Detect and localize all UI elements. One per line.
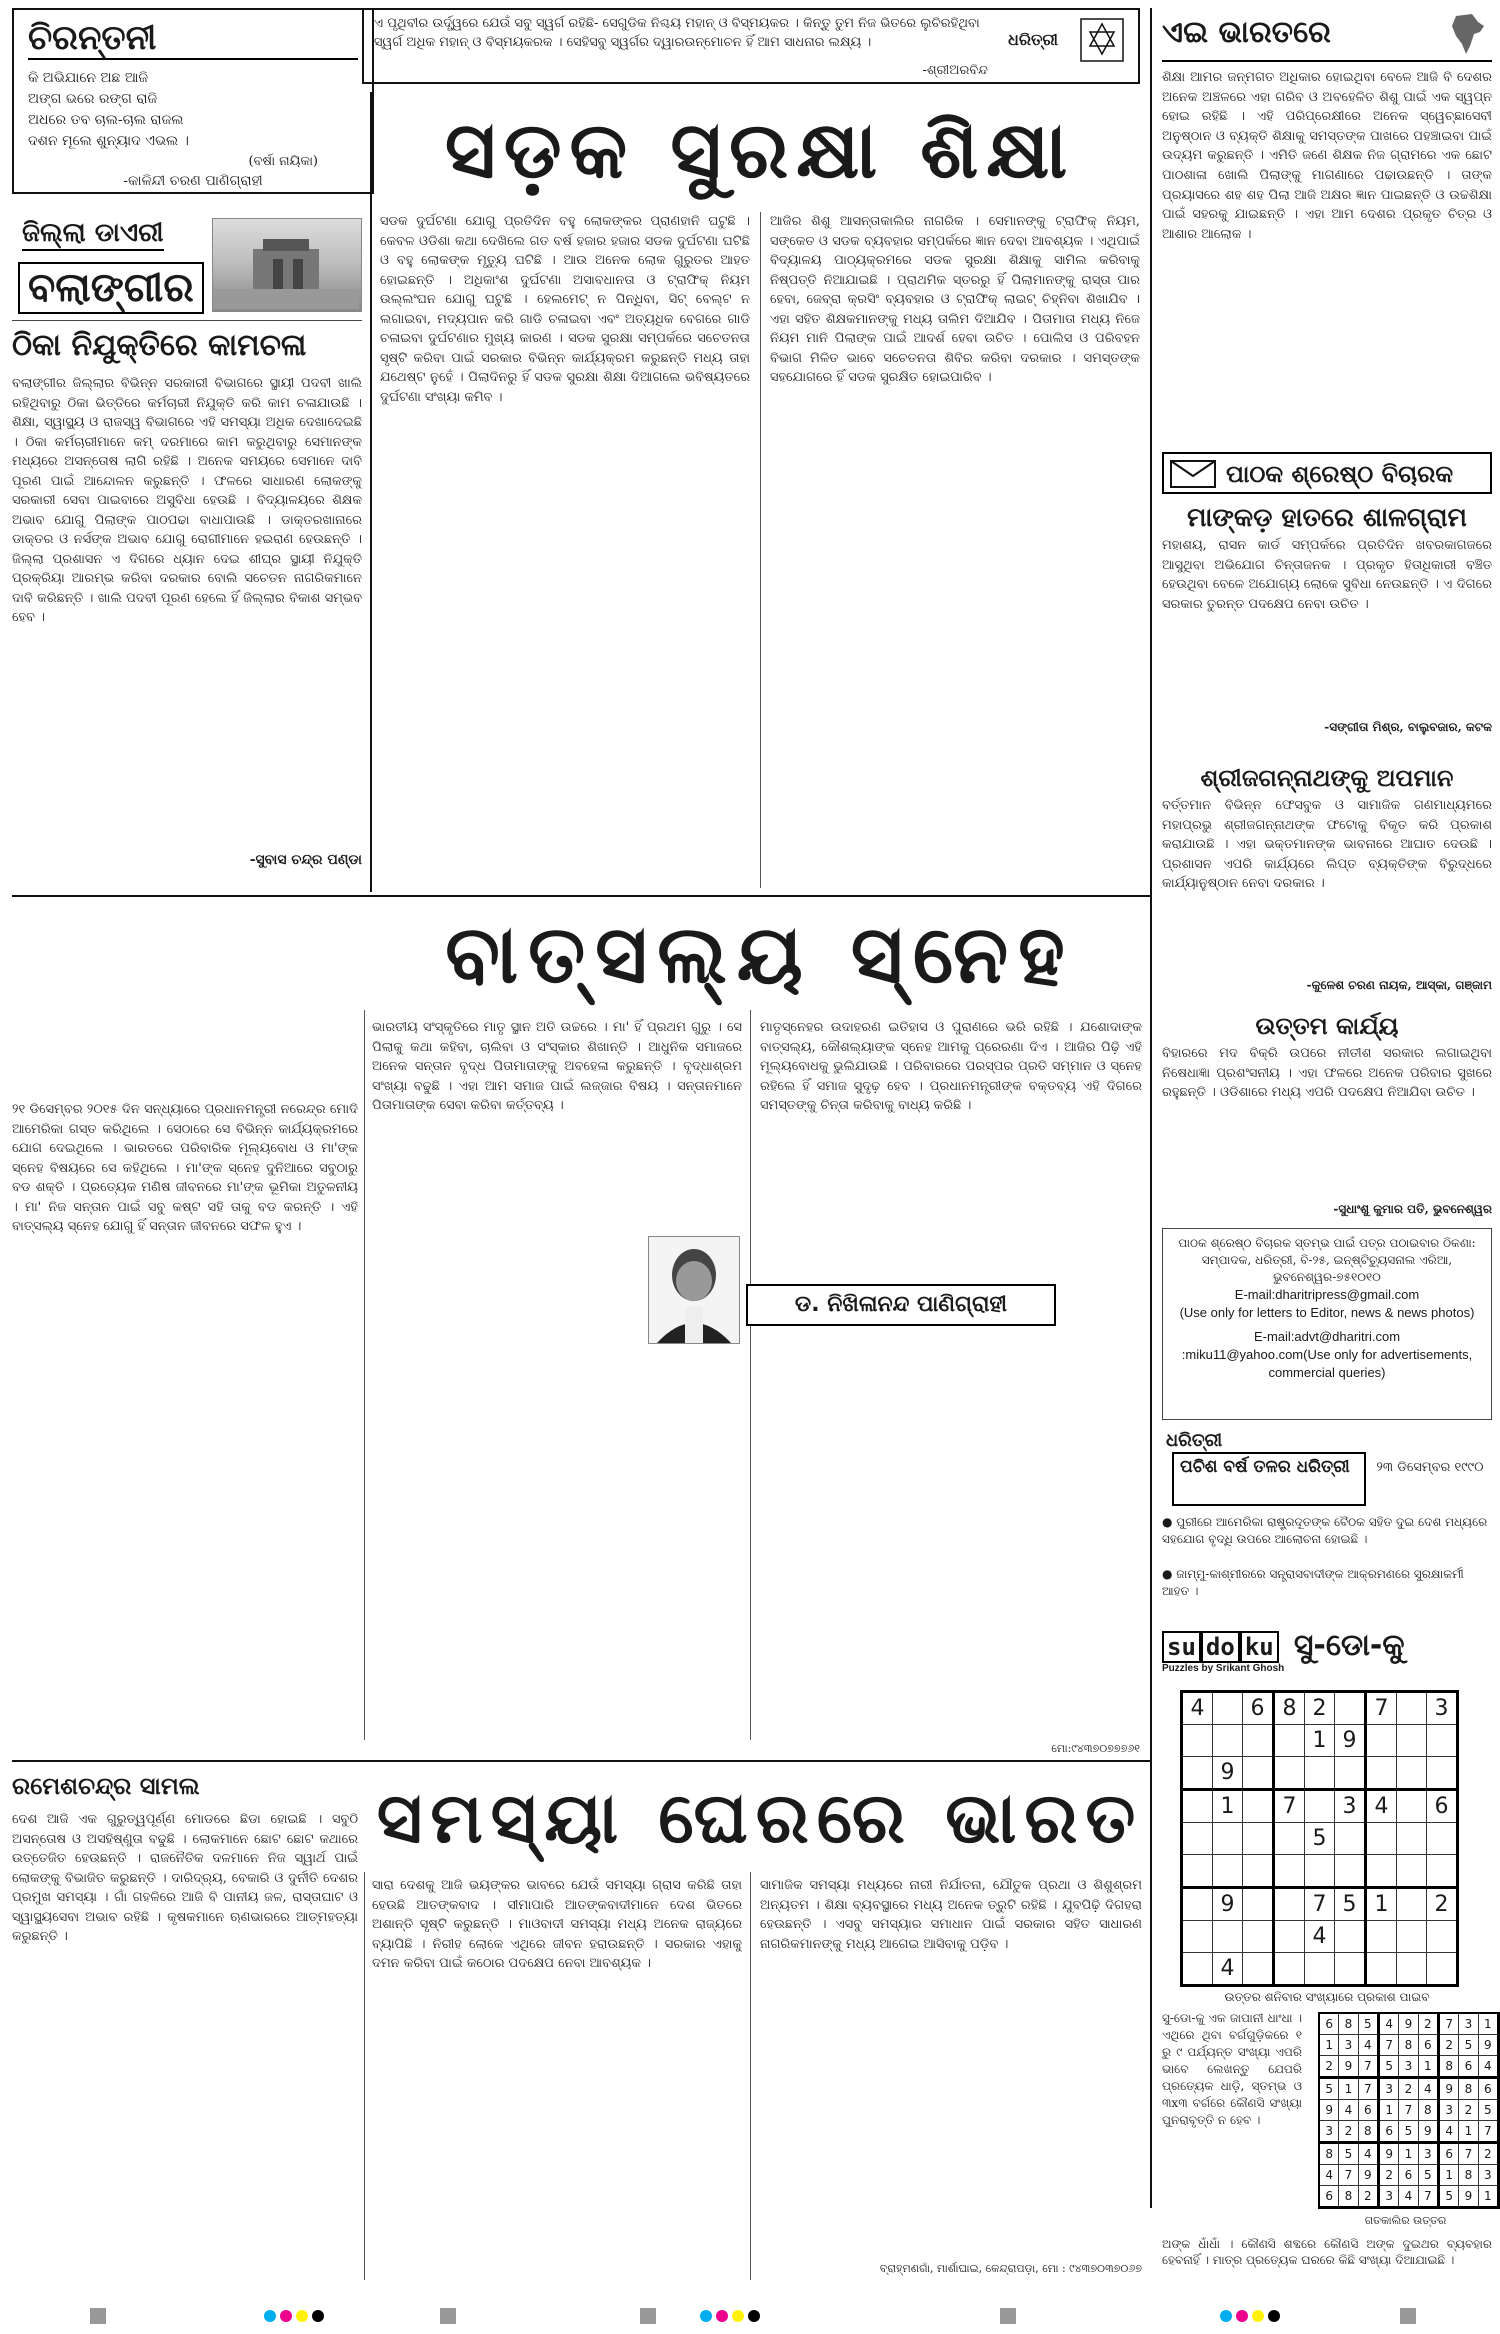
masthead-body: ଶିକ୍ଷା ଆମର ଜନ୍ମଗତ ଅଧିକାର ହୋଇଥିବା ବେଳେ ଆଜି ବି ଦେଶର ଅନେକ ଅଞ୍ଚଳରେ ଏହା ଗରିବ ଓ ଅବହେଳିତ ଶିଶୁ ପାଇଁ ଏକ ସ୍ୱପ୍ନ ହୋଇ ରହିଛି । ଏହି ପରିପ୍ରେକ୍ଷୀରେ ଅନେକ ସ୍ୱେଚ୍ଛାସେବୀ ଅନୁଷ୍ଠାନ ଓ ବ୍ୟକ୍ତି ଶିକ୍ଷାକୁ ସମସ୍ତଙ୍କ ପାଖରେ ପହଞ୍ଚାଇବା ପାଇଁ ଉଦ୍ୟମ କରୁଛନ୍ତି । ଏମିତି ଜଣେ ଶିକ୍ଷକ ନିଜ ଗ୍ରାମରେ ଏକ ଛୋଟ ପାଠଶାଳା ଖୋଲି ପିଲାଙ୍କୁ ମାଗଣାରେ ପଢାଉଛନ୍ତି । ତାଙ୍କ ପ୍ରୟାସରେ ଶହ ଶହ ପିଲା ଆଜି ଅକ୍ଷର ଜ୍ଞାନ ପାଇଛନ୍ତି ଓ ଉଚ୍ଚଶିକ୍ଷା ପାଇଁ ସହରକୁ ଯାଇଛନ୍ତି । ଏହା ଆମ ଦେଶର ପ୍ରକୃତ ଚିତ୍ର ଓ ଆଶାର ଆଲୋକ ।: [1162, 70, 1492, 242]
letter-1: [1162, 500, 1492, 758]
mail-icon: [1170, 460, 1216, 492]
middle-divider-2: [750, 1010, 751, 1740]
poem-line-3: ଅଧରେ ତବ ଚାଲ-ଚାଲ ରାଜଲ: [28, 112, 184, 128]
sudoku-solution-cell: 7: [1438, 2013, 1458, 2035]
sudoku-row: [1182, 1790, 1458, 1823]
sudoku-solution-cell: 6: [1418, 2035, 1438, 2056]
sudoku-solution-cell: 1: [1478, 2186, 1498, 2208]
section-rule-1: [12, 895, 1150, 897]
bottom-author: ରମେଶଚନ୍ଦ୍ର ସାମଲ: [12, 1772, 200, 1800]
left-story-headline: ଠିକା ନିଯୁକ୍ତିରେ କାମଚଳା: [12, 328, 307, 363]
cyan-dot-mark: [700, 2310, 712, 2322]
sudoku-cell[interactable]: [1274, 1888, 1305, 1921]
sudoku-cell[interactable]: [1305, 1790, 1335, 1823]
sudoku-cell[interactable]: [1213, 1855, 1243, 1888]
sudoku-cell[interactable]: 9: [1213, 1757, 1243, 1790]
sudoku-title-su: su: [1162, 1631, 1201, 1663]
poem-line-4: ଦଶନ ମୂଲେ ଶୁନ୍ୟାଦ ଏଭଲ ।: [28, 133, 189, 149]
sudoku-cell[interactable]: [1427, 1921, 1458, 1953]
sudoku-cell[interactable]: 2: [1427, 1888, 1458, 1921]
sudoku-solution-cell: 9: [1339, 2056, 1358, 2078]
gray-square-mark: [1000, 2308, 1016, 2324]
sudoku-solution-cell: 3: [1319, 2121, 1339, 2143]
archive-box: [1162, 1430, 1492, 1620]
sudoku-cell[interactable]: 2: [1305, 1692, 1335, 1725]
middle-feature-col-2: ଭାରତୀୟ ସଂସ୍କୃତିରେ ମାତୃ ସ୍ଥାନ ଅତି ଉଚ୍ଚରେ । ମା' ହିଁ ପ୍ରଥମ ଗୁରୁ । ସେ ପିଲାକୁ କଥା କହିବା, ଚାଲିବା ଓ ସଂସ୍କାର ଶିଖାନ୍ତି । ଆଧୁନିକ ସମାଜରେ ଅନେକ ସନ୍ତାନ ବୃଦ୍ଧ ପିତାମାତାଙ୍କୁ ଅବହେଳା କରୁଛନ୍ତି । ବୃଦ୍ଧାଶ୍ରମ ସଂଖ୍ୟା ବଢୁଛି । ଏହା ଆମ ସମାଜ ପାଇଁ ଲଜ୍ଜାର ବିଷୟ । ସନ୍ତାନମାନେ ପିତାମାତାଙ୍କ ସେବା କରିବା କର୍ତ୍ତବ୍ୟ ।: [372, 1020, 742, 1113]
bottom-divider-2: [750, 1872, 751, 2280]
sudoku-solution-cell: 1: [1478, 2013, 1498, 2035]
sudoku-cell[interactable]: [1182, 1953, 1213, 1986]
sudoku-solution-cell: 2: [1478, 2143, 1498, 2165]
sudoku-cell[interactable]: 5: [1305, 1823, 1335, 1855]
sudoku-solution-cell: 4: [1378, 2013, 1398, 2035]
sudoku-cell[interactable]: [1335, 1823, 1366, 1855]
contact-ad-note: :miku11@yahoo.com(Use only for advertisements, commercial queries): [1181, 1347, 1473, 1380]
sudoku-solution-cell: 2: [1319, 2056, 1339, 2078]
sudoku-solution-cell: 9: [1438, 2078, 1458, 2100]
yellow-dot-mark: [732, 2310, 744, 2322]
sudoku-cell[interactable]: [1274, 1953, 1305, 1986]
sudoku-solution-cell: 7: [1418, 2186, 1438, 2208]
middle-contact: ମୋ:୯୪୩୭୦୭୭୭୬୧: [1051, 1742, 1140, 1755]
sudoku-cell[interactable]: [1182, 1823, 1213, 1855]
sudoku-cell[interactable]: [1335, 1757, 1366, 1790]
sudoku-solution-cell: 3: [1438, 2100, 1458, 2121]
cyan-dot-mark: [1220, 2310, 1232, 2322]
sudoku-cell[interactable]: 4: [1182, 1692, 1213, 1725]
letter-3-title: ଉତ୍ତମ କାର୍ଯ୍ୟ: [1255, 1012, 1399, 1040]
sudoku-cell[interactable]: 9: [1335, 1725, 1366, 1757]
sudoku-solution-cell: 2: [1438, 2035, 1458, 2056]
gray-square-mark: [440, 2308, 456, 2324]
sudoku-cell[interactable]: [1243, 1790, 1274, 1823]
sudoku-solution-cell: 4: [1399, 2186, 1418, 2208]
sudoku-cell[interactable]: 4: [1366, 1790, 1397, 1823]
sudoku-solution-cell: 3: [1478, 2165, 1498, 2186]
sudoku-cell[interactable]: [1243, 1921, 1274, 1953]
sudoku-solution-cell: 7: [1378, 2035, 1398, 2056]
sudoku-cell[interactable]: [1305, 1953, 1335, 1986]
sudoku-solution-cell: 9: [1358, 2165, 1378, 2186]
contact-email[interactable]: E-mail:dharitripress@gmail.com: [1234, 1287, 1420, 1302]
sudoku-solution-cell: 2: [1378, 2165, 1398, 2186]
editorial-col-1: ସଡକ ଦୁର୍ଘଟଣା ଯୋଗୁ ପ୍ରତିଦିନ ବହୁ ଲୋକଙ୍କର ପ୍ରାଣହାନି ଘଟୁଛି । କେବଳ ଓଡିଶା କଥା ଦେଖିଲେ ଗତ ବର୍ଷ ହଜାର ହଜାର ସଡକ ଦୁର୍ଘଟଣା ଘଟିଛି ଓ ବହୁ ଲୋକଙ୍କ ମୃତ୍ୟୁ ଘଟିଛି । ଆଉ ଅନେକ ଲୋକ ଗୁରୁତର ଆହତ ହୋଇଛନ୍ତି । ଅଧିକାଂଶ ଦୁର୍ଘଟଣା ଅସାବଧାନତା ଓ ଟ୍ରାଫିକ୍ ନିୟମ ଉଲ୍ଲଂଘନ ଯୋଗୁ ଘଟୁଛି । ହେଲମେଟ୍ ନ ପିନ୍ଧିବା, ସିଟ୍ ବେଲ୍ଟ ନ ଲଗାଇବା, ମଦ୍ୟପାନ କରି ଗାଡି ଚଳାଇବା ଏବଂ ଅତ୍ୟଧିକ ବେଗରେ ଗାଡି ଚଳାଇବା ଦୁର୍ଘଟଣାର ମୁଖ୍ୟ କାରଣ । ସଡକ ସୁରକ୍ଷା ସମ୍ପର୍କରେ ସଚେତନତା ସୃଷ୍ଟି କରିବା ପାଇଁ ସରକାର ବିଭିନ୍ନ କାର୍ଯ୍ୟକ୍ରମ କରୁଛନ୍ତି ମଧ୍ୟ ତାହା ଯଥେଷ୍ଟ ନୁହେଁ । ପିଲାଦିନରୁ ହିଁ ସଡକ ସୁରକ୍ଷା ଶିକ୍ଷା ଦିଆଗଲେ ଭବିଷ୍ୟତରେ ଦୁର୍ଘଟଣା ସଂଖ୍ୟା କମିବ ।: [380, 214, 750, 405]
sudoku-solution-cell: 9: [1378, 2143, 1398, 2165]
sudoku-solution-cell: 7: [1358, 2056, 1378, 2078]
editorial-headline: ସଡ଼କ ସୁରକ୍ଷା ଶିକ୍ଷା: [444, 106, 1076, 196]
sudoku-cell[interactable]: [1366, 1725, 1397, 1757]
bottom-col-3: ସାମାଜିକ ସମସ୍ୟା ମଧ୍ୟରେ ନାରୀ ନିର୍ଯାତନା, ଯୌତୁକ ପ୍ରଥା ଓ ଶିଶୁଶ୍ରମ ଅନ୍ୟତମ । ଶିକ୍ଷା ବ୍ୟବସ୍ଥାରେ ମଧ୍ୟ ଅନେକ ତ୍ରୁଟି ରହିଛି । ଯୁବପିଢ଼ି ଦିଗହରା ହେଉଛନ୍ତି । ଏସବୁ ସମସ୍ୟାର ସମାଧାନ ପାଇଁ ସରକାର ସହିତ ସାଧାରଣ ନାଗରିକମାନଙ୍କୁ ମଧ୍ୟ ଆଗେଇ ଆସିବାକୁ ପଡ଼ିବ ।: [760, 1878, 1142, 1952]
sudoku-cell[interactable]: [1397, 1757, 1427, 1790]
magenta-dot-mark: [716, 2310, 728, 2322]
sudoku-solution-cell: 4: [1358, 2035, 1378, 2056]
sudoku-cell[interactable]: [1274, 1921, 1305, 1953]
sudoku-cell[interactable]: 1: [1213, 1790, 1243, 1823]
letters-title: ପାଠକ ଶ୍ରେଷ୍ଠ ବିଚାରକ: [1226, 460, 1454, 488]
sudoku-cell[interactable]: [1397, 1692, 1427, 1725]
sudoku-solution-cell: 8: [1459, 2078, 1478, 2100]
bottom-col-2: ସାରା ଦେଶକୁ ଆଜି ଭୟଙ୍କର ଭାବରେ ଯେଉଁ ସମସ୍ୟା ଗ୍ରାସ କରିଛି ତାହା ହେଉଛି ଆତଙ୍କବାଦ । ସୀମାପାରି ଆତଙ୍କବାଦୀମାନେ ଦେଶ ଭିତରେ ଅଶାନ୍ତି ସୃଷ୍ଟି କରୁଛନ୍ତି । ମାଓବାଦୀ ସମସ୍ୟା ମଧ୍ୟ ଅନେକ ରାଜ୍ୟରେ ବ୍ୟାପିଛି । ନିରୀହ ଲୋକେ ଏଥିରେ ଜୀବନ ହରାଉଛନ୍ତି । ସରକାର ଏହାକୁ ଦମନ କରିବା ପାଇଁ କଠୋର ପଦକ୍ଷେପ ନେବା ଆବଶ୍ୟକ ।: [372, 1878, 742, 1971]
sudoku-cell[interactable]: [1397, 1855, 1427, 1888]
sudoku-cell[interactable]: [1213, 1725, 1243, 1757]
sudoku-solution-cell: 3: [1378, 2186, 1398, 2208]
sudoku-solution-cell: 2: [1358, 2186, 1378, 2208]
section-rule-2: [12, 1760, 1150, 1762]
middle-feature-headline: ବାତ୍ସଲ୍ୟ ସ୍ନେହ: [445, 908, 1075, 1001]
sudoku-solution-grid: [1318, 2012, 1500, 2209]
sudoku-solution-cell: 4: [1339, 2100, 1358, 2121]
left-story: [12, 326, 362, 886]
contact-email-note: (Use only for letters to Editor, news & news photos): [1179, 1305, 1475, 1320]
poem-title: ଚିରନ୍ତନୀ: [28, 18, 358, 60]
sudoku-solution-row: [1319, 2013, 1499, 2035]
middle-feature-col-1: ୨୧ ଡିସେମ୍ବର ୨୦୧୫ ଦିନ ସନ୍ଧ୍ୟାରେ ପ୍ରଧାନମନ୍ତ୍ରୀ ନରେନ୍ଦ୍ର ମୋଦି ଆମେରିକା ଗସ୍ତ କରିଥିଲେ । ସେଠାରେ ସେ ବିଭିନ୍ନ କାର୍ଯ୍ୟକ୍ରମରେ ଯୋଗ ଦେଇଥିଲେ । ଭାରତରେ ପରିବାରିକ ମୂଲ୍ୟବୋଧ ଓ ମା'ଙ୍କ ସ୍ନେହ ବିଷୟରେ ସେ କହିଥିଲେ । ମା'ଙ୍କ ସ୍ନେହ ଦୁନିଆରେ ସବୁଠାରୁ ବଡ ଶକ୍ତି । ପ୍ରତ୍ୟେକ ମଣିଷ ଜୀବନରେ ମା'ଙ୍କ ଭୂମିକା ଅତୁଳନୀୟ । ମା' ନିଜ ସନ୍ତାନ ପାଇଁ ସବୁ କଷ୍ଟ ସହି ତାକୁ ବଡ କରନ୍ତି । ଏହି ବାତ୍ସଲ୍ୟ ସ୍ନେହ ଯୋଗୁ ହିଁ ସନ୍ତାନ ଜୀବନରେ ସଫଳ ହୁଏ ।: [12, 1102, 358, 1234]
sudoku-solution-cell: 8: [1418, 2100, 1438, 2121]
sudoku-solution-cell: 5: [1459, 2035, 1478, 2056]
sudoku-header: [1162, 1628, 1492, 1676]
sudoku-cell[interactable]: [1427, 1855, 1458, 1888]
sudoku-row: [1182, 1757, 1458, 1790]
sudoku-solution-cell: 3: [1339, 2035, 1358, 2056]
sudoku-cell[interactable]: [1366, 1823, 1397, 1855]
sudoku-solution-row: [1319, 2056, 1499, 2078]
sudoku-cell[interactable]: [1243, 1823, 1274, 1855]
sudoku-cell[interactable]: [1305, 1757, 1335, 1790]
sudoku-cell[interactable]: [1427, 1725, 1458, 1757]
quote-box: [362, 8, 1140, 84]
sudoku-solution-cell: 2: [1459, 2100, 1478, 2121]
sudoku-cell[interactable]: [1243, 1953, 1274, 1986]
sudoku-solution-row: [1319, 2165, 1499, 2186]
sudoku-solution-cell: 9: [1319, 2100, 1339, 2121]
letter-2-body: ବର୍ତ୍ତମାନ ବିଭିନ୍ନ ଫେସବୁକ ଓ ସାମାଜିକ ଗଣମାଧ୍ୟମରେ ମହାପ୍ରଭୁ ଶ୍ରୀଜଗନ୍ନାଥଙ୍କ ଫଟୋକୁ ବିକୃତ କରି ପ୍ରକାଶ କରାଯାଉଛି । ଏହା ଭକ୍ତମାନଙ୍କ ଭାବନାରେ ଆଘାତ ଦେଉଛି । ପ୍ରଶାସନ ଏପରି କାର୍ଯ୍ୟରେ ଲିପ୍ତ ବ୍ୟକ୍ତିଙ୍କ ବିରୁଦ୍ଧରେ କାର୍ଯ୍ୟାନୁଷ୍ଠାନ ନେବା ଦରକାର ।: [1162, 798, 1492, 891]
sudoku-cell[interactable]: [1243, 1888, 1274, 1921]
sudoku-cell[interactable]: 6: [1427, 1790, 1458, 1823]
sudoku-cell[interactable]: [1274, 1855, 1305, 1888]
sudoku-title-do: do: [1201, 1631, 1240, 1663]
sudoku-solution-cell: 6: [1358, 2100, 1378, 2121]
sudoku-solution-cell: 3: [1399, 2056, 1418, 2078]
sudoku-cell[interactable]: 3: [1335, 1790, 1366, 1823]
sudoku-cell[interactable]: [1182, 1921, 1213, 1953]
sudoku-credit: Puzzles by Srikant Ghosh: [1162, 1663, 1285, 1674]
author-photo: [648, 1236, 740, 1344]
sudoku-solution-cell: 7: [1478, 2121, 1498, 2143]
sudoku-solution-cell: 5: [1438, 2186, 1458, 2208]
sudoku-solution-cell: 6: [1399, 2165, 1418, 2186]
column-rule-left: [370, 92, 372, 892]
letter-2-title: ଶ୍ରୀଜଗନ୍ନାଥଙ୍କୁ ଅପମାନ: [1200, 764, 1454, 792]
sudoku-solution-cell: 9: [1459, 2186, 1478, 2208]
sudoku-cell[interactable]: [1397, 1790, 1427, 1823]
quote-author: -ଶ୍ରୀଅରବିନ୍ଦ: [922, 63, 988, 78]
district-photo: [212, 218, 362, 312]
sudoku-cell[interactable]: [1243, 1757, 1274, 1790]
sudoku-solution-row: [1319, 2186, 1499, 2208]
author-nameplate: [746, 1284, 1056, 1326]
left-story-body: ବଲାଙ୍ଗୀର ଜିଲ୍ଲାର ବିଭିନ୍ନ ସରକାରୀ ବିଭାଗରେ ସ୍ଥାୟୀ ପଦବୀ ଖାଲି ରହିଥିବାରୁ ଠିକା ଭିତ୍ତିରେ କର୍ମଚାରୀ ନିଯୁକ୍ତି କରି କାମ ଚଳାଯାଉଛି । ଶିକ୍ଷା, ସ୍ୱାସ୍ଥ୍ୟ ଓ ରାଜସ୍ୱ ବିଭାଗରେ ଏହି ସମସ୍ୟା ଅଧିକ ଦେଖାଦେଇଛି । ଠିକା କର୍ମଚାରୀମାନେ କମ୍ ଦରମାରେ କାମ କରୁଥିବାରୁ ସେମାନଙ୍କ ମଧ୍ୟରେ ଅସନ୍ତୋଷ ଲାଗି ରହିଛି । ଅନେକ ସମୟରେ ସେମାନେ ଦାବି ପୂରଣ ପାଇଁ ଆନ୍ଦୋଳନ କରୁଛନ୍ତି । ଫଳରେ ସାଧାରଣ ଲୋକଙ୍କୁ ସରକାରୀ ସେବା ପାଇବାରେ ଅସୁବିଧା ହେଉଛି । ବିଦ୍ୟାଳୟରେ ଶିକ୍ଷକ ଅଭାବ ଯୋଗୁ ପିଲାଙ୍କ ପାଠପଢା ବାଧାପାଉଛି । ଡାକ୍ତରଖାନାରେ ଡାକ୍ତର ଓ ନର୍ସଙ୍କ ଅଭାବ ଯୋଗୁ ରୋଗୀମାନେ ହଇରାଣ ହେଉଛନ୍ତି । ଜିଲ୍ଲା ପ୍ରଶାସନ ଏ ଦିଗରେ ଧ୍ୟାନ ଦେଇ ଶୀଘ୍ର ସ୍ଥାୟୀ ନିଯୁକ୍ତି ପ୍ରକ୍ରିୟା ଆରମ୍ଭ କରିବା ଦରକାର ବୋଲି ସଚେତନ ନାଗରିକମାନେ ଦାବି କରିଛନ୍ତି । ଖାଲି ପଦବୀ ପୂରଣ ହେଲେ ହିଁ ଜିଲ୍ଲାର ବିକାଶ ସମ୍ଭବ ହେବ ।: [12, 376, 362, 625]
sudoku-solution-cell: 3: [1418, 2143, 1438, 2165]
bottom-headline: ସମସ୍ୟା ଘେରରେ ଭାରତ: [376, 1777, 1144, 1859]
sudoku-cell[interactable]: [1213, 1692, 1243, 1725]
sudoku-solution-cell: 1: [1378, 2100, 1398, 2121]
sudoku-solution-cell: 8: [1339, 2186, 1358, 2208]
sudoku-solution-cell: 3: [1459, 2013, 1478, 2035]
archive-title: ପଚିଶ ବର୍ଷ ତଳର ଧରିତ୍ରୀ: [1180, 1457, 1350, 1477]
star-logo-icon: [1080, 18, 1124, 62]
archive-item-2: ● ଜାମ୍ମୁ-କାଶ୍ମୀରରେ ସନ୍ତ୍ରାସବାଦୀଙ୍କ ଆକ୍ରମଣରେ ସୁରକ୍ଷାକର୍ମୀ ଆହତ ।: [1162, 1567, 1464, 1598]
poem-poet: -କାଳିନ୍ଦୀ ଚରଣ ପାଣିଗ୍ରାହୀ: [123, 173, 263, 189]
sudoku-cell[interactable]: [1335, 1921, 1366, 1953]
sudoku-cell[interactable]: [1397, 1725, 1427, 1757]
sudoku-cell[interactable]: 7: [1305, 1888, 1335, 1921]
sudoku-cell[interactable]: [1397, 1888, 1427, 1921]
sudoku-cell[interactable]: [1397, 1823, 1427, 1855]
sudoku-cell[interactable]: [1243, 1725, 1274, 1757]
district-label: ଜିଲ୍ଲା ଡାଏରୀ: [22, 218, 164, 251]
sudoku-cell[interactable]: [1243, 1855, 1274, 1888]
gray-square-mark: [1400, 2308, 1416, 2324]
sudoku-cell[interactable]: 1: [1305, 1725, 1335, 1757]
letter-2-sign: -କୁଳେଶ ଚରଣ ନାୟକ, ଆସ୍କା, ଗଞ୍ଜାମ: [1306, 978, 1492, 992]
sudoku-solution-cell: 7: [1399, 2100, 1418, 2121]
sudoku-cell[interactable]: [1213, 1823, 1243, 1855]
letter-3-sign: -ସୁଧାଂଶୁ କୁମାର ପତି, ଭୁବନେଶ୍ୱର: [1333, 1202, 1492, 1216]
editorial-col-2: ଆଜିର ଶିଶୁ ଆସନ୍ତାକାଲିର ନାଗରିକ । ସେମାନଙ୍କୁ ଟ୍ରାଫିକ୍ ନିୟମ, ସଙ୍କେତ ଓ ସଡକ ବ୍ୟବହାର ସମ୍ପର୍କରେ ଜ୍ଞାନ ଦେବା ଆବଶ୍ୟକ । ଏଥିପାଇଁ ବିଦ୍ୟାଳୟ ପାଠ୍ୟକ୍ରମରେ ସଡକ ସୁରକ୍ଷା ଶିକ୍ଷାକୁ ସାମିଲ କରିବାକୁ ନିଷ୍ପତ୍ତି ନିଆଯାଇଛି । ପ୍ରାଥମିକ ସ୍ତରରୁ ହିଁ ପିଲାମାନଙ୍କୁ ରାସ୍ତା ପାର ହେବା, ଜେବ୍ରା କ୍ରସିଂ ବ୍ୟବହାର ଓ ଟ୍ରାଫିକ୍ ଲାଇଟ୍ ଚିହ୍ନିବା ଶିଖାଯିବ । ଏହା ସହିତ ଶିକ୍ଷକମାନଙ୍କୁ ମଧ୍ୟ ତାଲିମ ଦିଆଯିବ । ପିତାମାତା ମଧ୍ୟ ନିଜେ ନିୟମ ମାନି ପିଲାଙ୍କ ପାଇଁ ଆଦର୍ଶ ହେବା ଉଚିତ । ପୋଲିସ ଓ ପରିବହନ ବିଭାଗ ମିଳିତ ଭାବେ ସଚେତନତା ଶିବିର କରିବା ଦରକାର । ସମସ୍ତଙ୍କ ସହଯୋଗରେ ହିଁ ସଡକ ସୁରକ୍ଷିତ ହୋଇପାରିବ ।: [770, 214, 1140, 385]
sudoku-cell[interactable]: [1213, 1921, 1243, 1953]
sudoku-cell[interactable]: [1427, 1757, 1458, 1790]
sudoku-row: [1182, 1953, 1458, 1986]
sudoku-cell[interactable]: 1: [1366, 1888, 1397, 1921]
letter-1-title: ମାଙ୍କଡ଼ ହାତରେ ଶାଳଗ୍ରାମ: [1187, 503, 1467, 533]
cyan-dot-mark: [264, 2310, 276, 2322]
district-name: ବଲାଙ୍ଗୀର: [18, 262, 204, 314]
magenta-dot-mark: [1236, 2310, 1248, 2322]
sudoku-solution-cell: 6: [1319, 2186, 1339, 2208]
sudoku-solution-cell: 1: [1418, 2056, 1438, 2078]
sudoku-solution-cell: 1: [1399, 2143, 1418, 2165]
letter-1-body: ମହାଶୟ, ରାସନ କାର୍ଡ ସମ୍ପର୍କରେ ପ୍ରତିଦିନ ଖବରକାଗଜରେ ଆସୁଥିବା ଅଭିଯୋଗ ଚିନ୍ତାଜନକ । ପ୍ରକୃତ ହିତାଧିକାରୀ ବଞ୍ଚିତ ହେଉଥିବା ବେଳେ ଅଯୋଗ୍ୟ ଲୋକେ ସୁବିଧା ନେଉଛନ୍ତି । ଏ ଦିଗରେ ସରକାର ତୁରନ୍ତ ପଦକ୍ଷେପ ନେବା ଉଚିତ ।: [1162, 538, 1492, 612]
sudoku-cell[interactable]: [1274, 1823, 1305, 1855]
magenta-dot-mark: [280, 2310, 292, 2322]
sudoku-solution-cell: 4: [1358, 2143, 1378, 2165]
sudoku-solution-cell: 5: [1339, 2143, 1358, 2165]
middle-feature-col-3: ମାତୃସ୍ନେହର ଉଦାହରଣ ଇତିହାସ ଓ ପୁରାଣରେ ଭରି ରହିଛି । ଯଶୋଦାଙ୍କ ବାତ୍ସଲ୍ୟ, କୌଶଲ୍ୟାଙ୍କ ସ୍ନେହ ଆମକୁ ପ୍ରେରଣା ଦିଏ । ଆଜିର ପିଢ଼ି ଏହି ମୂଲ୍ୟବୋଧକୁ ଭୁଲିଯାଉଛି । ପରିବାରରେ ପରସ୍ପର ପ୍ରତି ସମ୍ମାନ ଓ ସ୍ନେହ ରହିଲେ ହିଁ ସମାଜ ସୁଦୃଢ଼ ହେବ । ପ୍ରଧାନମନ୍ତ୍ରୀଙ୍କ ବକ୍ତବ୍ୟ ଏହି ଦିଗରେ ସମସ୍ତଙ୍କୁ ଚିନ୍ତା କରିବାକୁ ବାଧ୍ୟ କରିଛି ।: [760, 1020, 1142, 1113]
sudoku-solution-cell: 2: [1339, 2121, 1358, 2143]
letter-2: [1162, 760, 1492, 1004]
sudoku-cell[interactable]: 8: [1274, 1692, 1305, 1725]
sudoku-cell[interactable]: [1366, 1855, 1397, 1888]
sudoku-instructions: ସୁ-ଡୋ-କୁ ଏକ ଜାପାନୀ ଧାଂଧା । ଏଥିରେ ଥିବା ବର୍ଗଗୁଡ଼ିକରେ ୧ ରୁ ୯ ପର୍ଯ୍ୟନ୍ତ ସଂଖ୍ୟା ଏପରି ଭାବେ ଲେଖନ୍ତୁ ଯେପରି ପ୍ରତ୍ୟେକ ଧାଡ଼ି, ସ୍ତମ୍ଭ ଓ ୩x୩ ବର୍ଗରେ କୌଣସି ସଂଖ୍ୟା ପୁନରାବୃତ୍ତି ନ ହେବ ।: [1162, 2011, 1302, 2127]
contact-ad-email[interactable]: E-mail:advt@dharitri.com: [1253, 1329, 1401, 1344]
quote-brand: ଧରିତ୍ରୀ: [1008, 30, 1058, 49]
sudoku-cell[interactable]: 7: [1366, 1692, 1397, 1725]
sudoku-row: [1182, 1692, 1458, 1725]
gray-square-mark: [640, 2308, 656, 2324]
sudoku-solution-cell: 8: [1319, 2143, 1339, 2165]
sudoku-footnote: ଉତ୍ତର ଶନିବାର ସଂଖ୍ୟାରେ ପ୍ରକାଶ ପାଇବ: [1224, 1990, 1430, 2004]
india-map-icon: [1448, 12, 1488, 60]
sudoku-solution-cell: 4: [1438, 2121, 1458, 2143]
sudoku-solution-cell: 8: [1339, 2013, 1358, 2035]
sudoku-solution-cell: 2: [1399, 2078, 1418, 2100]
sudoku-solution-row: [1319, 2078, 1499, 2100]
poem-box: [12, 8, 374, 194]
sudoku-solution-cell: 6: [1478, 2078, 1498, 2100]
sudoku-solution-cell: 1: [1438, 2165, 1458, 2186]
sudoku-solution-cell: 6: [1319, 2013, 1339, 2035]
masthead-title-text: ଏଇ ଭାରତରେ: [1162, 15, 1331, 50]
sudoku-solution-cell: 9: [1418, 2121, 1438, 2143]
sudoku-row: [1182, 1855, 1458, 1888]
archive-item-1: ● ପୁରୀରେ ଆମେରିକା ରାଷ୍ଟ୍ରଦୂତଙ୍କ ବୈଠକ ସହିତ ଦୁଇ ଦେଶ ମଧ୍ୟରେ ସହଯୋଗ ବୃଦ୍ଧି ଉପରେ ଆଲୋଚନା ହୋଇଛି ।: [1162, 1515, 1488, 1546]
sudoku-cell[interactable]: [1274, 1757, 1305, 1790]
sudoku-solution-cell: 6: [1438, 2143, 1458, 2165]
sudoku-cell[interactable]: [1366, 1921, 1397, 1953]
sudoku-cell[interactable]: [1182, 1790, 1213, 1823]
sudoku-solution-cell: 5: [1399, 2121, 1418, 2143]
gray-square-mark: [90, 2308, 106, 2324]
sudoku-bottom-note: ଅଙ୍କ ଧାଁଧାଁ । କୌଣସି ଶବ୍ଦରେ କୌଣସି ଅଙ୍କ ଦୁଇଥର ବ୍ୟବହାର ହେବନାହିଁ । ମାତ୍ର ପ୍ରତ୍ୟେକ ଘରରେ କିଛି ସଂଖ୍ୟା ଦିଆଯାଇଛି ।: [1162, 2237, 1492, 2267]
sudoku-cell[interactable]: [1182, 1725, 1213, 1757]
sudoku-solution-cell: 9: [1399, 2013, 1418, 2035]
sudoku-solution-cell: 1: [1459, 2121, 1478, 2143]
black-dot-mark: [748, 2310, 760, 2322]
sudoku-cell[interactable]: [1335, 1953, 1366, 1986]
contact-address: ସମ୍ପାଦକ, ଧରିତ୍ରୀ, ବି-୨୫, ଇନ୍‌ଷ୍ଟିଚ୍ୟୁସନାଲ ଏରିଆ, ଭୁବନେଶ୍ୱର-୭୫୧୦୧୦: [1201, 1253, 1453, 1284]
contact-intro: ପାଠକ ଶ୍ରେଷ୍ଠ ବିଚାରକ ସ୍ତମ୍ଭ ପାଇଁ ପତ୍ର ପଠାଇବାର ଠିକଣା:: [1178, 1236, 1476, 1250]
letter-3: [1162, 1008, 1492, 1228]
poem-line-2: ଅଙ୍ଗ ଭରେ ରଙ୍ଗ ରାଜି: [28, 91, 158, 107]
sudoku-solution-cell: 2: [1418, 2013, 1438, 2035]
bottom-contact: ବ୍ରାହ୍ମଣଗାଁ, ମାର୍ଶାଘାଇ, କେନ୍ଦ୍ରାପଡ଼ା, ମୋ : ୯୪୩୭୦୩୭୦୬୭: [879, 2262, 1142, 2275]
masthead-right: [1162, 8, 1492, 448]
sudoku-title-odia: ସୁ-ଡୋ-କୁ: [1293, 1628, 1405, 1663]
sudoku-solution-row: [1319, 2121, 1499, 2143]
sudoku-cell[interactable]: [1335, 1855, 1366, 1888]
sudoku-solution-cell: 4: [1478, 2056, 1498, 2078]
sudoku-cell[interactable]: [1335, 1692, 1366, 1725]
yellow-dot-mark: [1252, 2310, 1264, 2322]
yellow-dot-mark: [296, 2310, 308, 2322]
sudoku-cell[interactable]: [1427, 1823, 1458, 1855]
sudoku-solution-caption: ଗତକାଲିର ଉତ୍ତର: [1364, 2214, 1447, 2227]
letter-3-body: ବିହାରରେ ମଦ ବିକ୍ରି ଉପରେ ନୀତୀଶ ସରକାର ଲଗାଇଥିବା ନିଷେଧାଜ୍ଞା ପ୍ରଶଂସନୀୟ । ଏହା ଫଳରେ ଅନେକ ପରିବାର ସୁଖରେ ରହୁଛନ୍ତି । ଓଡିଶାରେ ମଧ୍ୟ ଏପରି ପଦକ୍ଷେପ ନିଆଯିବା ଉଚିତ ।: [1162, 1046, 1492, 1100]
sudoku-solution-cell: 5: [1418, 2165, 1438, 2186]
black-dot-mark: [1268, 2310, 1280, 2322]
sudoku-cell[interactable]: 3: [1427, 1692, 1458, 1725]
sudoku-cell[interactable]: [1427, 1953, 1458, 1986]
sudoku-cell[interactable]: 4: [1213, 1953, 1243, 1986]
sudoku-solution-cell: 8: [1358, 2121, 1378, 2143]
bottom-divider-1: [364, 1872, 365, 2280]
sudoku-cell[interactable]: 5: [1335, 1888, 1366, 1921]
sudoku-solution-cell: 8: [1438, 2056, 1458, 2078]
sudoku-solution-cell: 1: [1319, 2035, 1339, 2056]
sudoku-row: [1182, 1823, 1458, 1855]
sudoku-solution-cell: 5: [1378, 2056, 1398, 2078]
letter-1-sign: -ସଙ୍ଗୀତା ମିଶ୍ର, ବାଲୁବଜାର, କଟକ: [1324, 720, 1492, 734]
sudoku-cell[interactable]: [1397, 1953, 1427, 1986]
sudoku-solution-cell: 8: [1459, 2165, 1478, 2186]
sudoku-solution-cell: 7: [1339, 2165, 1358, 2186]
sudoku-cell[interactable]: [1366, 1953, 1397, 1986]
sudoku-solution-cell: 1: [1339, 2078, 1358, 2100]
sudoku-solution-cell: 4: [1418, 2078, 1438, 2100]
sudoku-cell[interactable]: 7: [1274, 1790, 1305, 1823]
quote-text: ଏ ପୃଥିବୀର ଉର୍ଦ୍ଧ୍ୱରେ ଯେଉଁ ସବୁ ସ୍ୱର୍ଗ ରହିଛି- ସେଗୁଡିକ ନିଶ୍ଚୟ ମହାନ୍ ଓ ବିସ୍ମୟକର । କିନ୍ତୁ ତୁମ ନିଜ ଭିତରେ ଲୁଚିରହିଥିବା ସ୍ୱର୍ଗ ଅଧିକ ମହାନ୍ ଓ ବିସ୍ମୟକରକ । ସେହିସବୁ ସ୍ୱର୍ଗର ଦ୍ୱାରଉନ୍ମୋଚନ ହିଁ ଆମ ସାଧନାର ଲକ୍ଷ୍ୟ ।: [374, 16, 980, 50]
sudoku-grid[interactable]: [1180, 1690, 1459, 1987]
registration-marks: [0, 2300, 1500, 2334]
sudoku-solution-cell: 9: [1478, 2035, 1498, 2056]
sudoku-cell[interactable]: [1182, 1888, 1213, 1921]
archive-title-box: [1172, 1452, 1366, 1506]
archive-brand: ଧରିତ୍ରୀ: [1166, 1430, 1223, 1451]
sudoku-title-ku: ku: [1240, 1631, 1279, 1663]
sudoku-solution-row: [1319, 2035, 1499, 2056]
sudoku-solution-cell: 5: [1319, 2078, 1339, 2100]
author-name: ଡ. ନିଖିଳାନନ୍ଦ ପାଣିଗ୍ରାହୀ: [794, 1292, 1008, 1317]
sudoku-solution-row: [1319, 2100, 1499, 2121]
sudoku-cell[interactable]: [1182, 1855, 1213, 1888]
archive-date: ୨୩ ଡିସେମ୍ବର ୧୯୯୦: [1376, 1460, 1484, 1475]
poem-attribution: (ବର୍ଷା ନାୟିକା): [248, 154, 318, 169]
middle-divider-1: [364, 1010, 365, 1740]
sudoku-cell[interactable]: [1274, 1725, 1305, 1757]
sudoku-solution-row: [1319, 2143, 1499, 2165]
contact-box: [1162, 1228, 1492, 1420]
district-diary: [12, 214, 362, 314]
left-story-byline: -ସୁବାସ ଚନ୍ଦ୍ର ପଣ୍ଡା: [249, 852, 362, 868]
letters-header: [1162, 452, 1492, 494]
sudoku-cell[interactable]: 4: [1305, 1921, 1335, 1953]
sudoku-row: [1182, 1921, 1458, 1953]
poem-line-1: କି ଅଭିଯାନେ ଅଛ ଆଜି: [28, 70, 149, 86]
sudoku-cell[interactable]: [1305, 1855, 1335, 1888]
sudoku-solution-cell: 5: [1478, 2100, 1498, 2121]
editorial-divider: [760, 212, 761, 888]
sudoku-cell[interactable]: [1397, 1921, 1427, 1953]
sudoku-solution-cell: 6: [1378, 2121, 1398, 2143]
district-rule: [12, 320, 362, 321]
sudoku-cell[interactable]: [1182, 1757, 1213, 1790]
sudoku-cell[interactable]: [1366, 1757, 1397, 1790]
sudoku-row: [1182, 1725, 1458, 1757]
sudoku-solution-cell: 7: [1358, 2078, 1378, 2100]
masthead-title: [1162, 8, 1492, 62]
sudoku-solution-cell: 6: [1459, 2056, 1478, 2078]
black-dot-mark: [312, 2310, 324, 2322]
sudoku-solution-cell: 4: [1319, 2165, 1339, 2186]
sudoku-solution-cell: 5: [1358, 2013, 1378, 2035]
column-rule-right: [1150, 8, 1152, 2208]
sudoku-solution-cell: 3: [1378, 2078, 1398, 2100]
sudoku-solution-cell: 8: [1399, 2035, 1418, 2056]
sudoku-cell[interactable]: 9: [1213, 1888, 1243, 1921]
sudoku-solution-cell: 7: [1459, 2143, 1478, 2165]
sudoku-cell[interactable]: 6: [1243, 1692, 1274, 1725]
bottom-col-1: ଦେଶ ଆଜି ଏକ ଗୁରୁତ୍ୱପୂର୍ଣ୍ଣ ମୋଡରେ ଛିଡା ହୋଇଛି । ସବୁଠି ଅସନ୍ତୋଷ ଓ ଅସହିଷ୍ଣୁତା ବଢୁଛି । ଲୋକମାନେ ଛୋଟ ଛୋଟ କଥାରେ ଉତ୍ତେଜିତ ହେଉଛନ୍ତି । ରାଜନୈତିକ ଦଳମାନେ ନିଜ ସ୍ୱାର୍ଥ ପାଇଁ ଲୋକଙ୍କୁ ବିଭାଜିତ କରୁଛନ୍ତି । ଦାରିଦ୍ର୍ୟ, ବେକାରି ଓ ଦୁର୍ନୀତି ଦେଶର ପ୍ରମୁଖ ସମସ୍ୟା । ଗାଁ ଗହଳିରେ ଆଜି ବି ପାନୀୟ ଜଳ, ରାସ୍ତାଘାଟ ଓ ସ୍ୱାସ୍ଥ୍ୟସେବା ଅଭାବ ରହିଛି । କୃଷକମାନେ ଋଣଭାରରେ ଆତ୍ମହତ୍ୟା କରୁଛନ୍ତି ।: [12, 1812, 358, 1944]
sudoku-row: [1182, 1888, 1458, 1921]
